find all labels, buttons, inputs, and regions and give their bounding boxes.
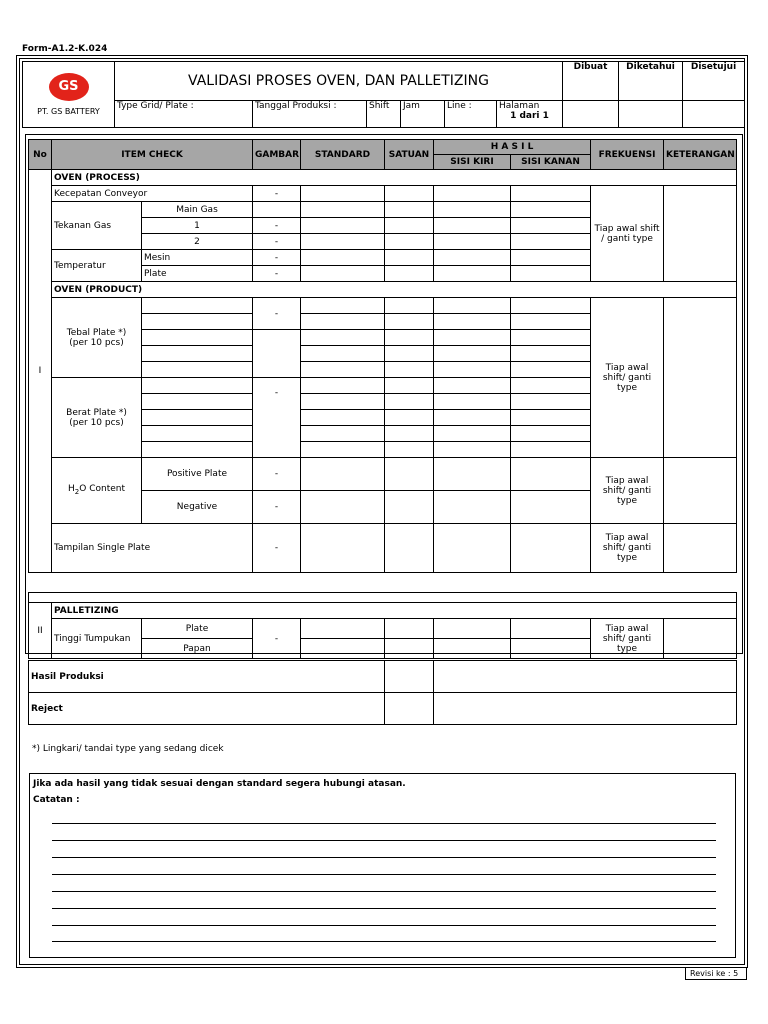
input-cell[interactable] [301, 524, 385, 573]
negative-label: Negative [142, 491, 253, 524]
section-1-number: I [29, 170, 52, 573]
input-cell[interactable] [434, 346, 511, 362]
input-cell[interactable] [511, 186, 591, 202]
input-cell[interactable] [253, 202, 301, 218]
revisi-label: Revisi ke : 5 [690, 969, 739, 978]
col-no: No [29, 140, 52, 170]
notes-line[interactable] [52, 908, 716, 909]
freq-h2o: Tiap awal shift/ ganti type [591, 458, 664, 524]
h2o-sub: 2 [74, 487, 80, 496]
input-cell[interactable] [385, 524, 434, 573]
input-cell[interactable] [385, 394, 434, 410]
input-cell[interactable] [434, 298, 511, 314]
reject-value[interactable] [434, 693, 737, 725]
input-cell[interactable] [385, 298, 434, 314]
plate-label: Plate [142, 266, 253, 282]
input-cell[interactable] [385, 314, 434, 330]
keterangan-cell[interactable] [664, 524, 737, 573]
hasil-produksi-label: Hasil Produksi [29, 661, 385, 693]
input-cell[interactable] [511, 346, 591, 362]
check-table [28, 139, 737, 573]
tebal-plate-cell [52, 298, 142, 378]
input-cell[interactable] [385, 491, 434, 524]
input-cell[interactable] [301, 394, 385, 410]
dash: - [253, 491, 301, 524]
input-cell[interactable] [511, 639, 591, 659]
input-cell[interactable] [142, 442, 253, 458]
input-cell[interactable] [385, 186, 434, 202]
dash: - [253, 186, 301, 202]
notes-line[interactable] [52, 823, 716, 824]
company-name: PT. GS BATTERY [37, 106, 100, 116]
input-cell[interactable] [511, 442, 591, 458]
input-cell[interactable] [385, 346, 434, 362]
h2o-post: O Content [79, 484, 125, 495]
col-hasil: H A S I L [434, 140, 591, 155]
oven-product-heading: OVEN (PRODUCT) [52, 282, 737, 298]
input-cell[interactable] [385, 330, 434, 346]
input-cell[interactable] [434, 442, 511, 458]
input-cell[interactable] [385, 442, 434, 458]
summary-table [28, 660, 737, 725]
berat-label: Berat Plate *) [66, 407, 127, 418]
h2o-content-label [52, 458, 142, 524]
input-cell[interactable] [511, 426, 591, 442]
input-cell[interactable] [301, 298, 385, 314]
input-cell[interactable] [434, 218, 511, 234]
freq-palletizing: Tiap awal shift/ ganti type [591, 619, 664, 659]
input-cell[interactable] [511, 491, 591, 524]
input-cell[interactable] [385, 378, 434, 394]
notes-line[interactable] [52, 840, 716, 841]
input-cell[interactable] [385, 410, 434, 426]
disetujui-sign[interactable] [683, 101, 745, 128]
palletizing-heading: PALLETIZING [52, 603, 737, 619]
input-cell[interactable] [142, 394, 253, 410]
input-cell[interactable] [301, 410, 385, 426]
input-cell[interactable] [301, 266, 385, 282]
input-cell[interactable] [253, 330, 301, 378]
col-frekuensi: FREKUENSI [591, 140, 664, 170]
tebal-sub: (per 10 pcs) [69, 337, 124, 348]
input-cell[interactable] [434, 234, 511, 250]
input-cell[interactable] [301, 426, 385, 442]
palletizing-table [28, 592, 737, 659]
keterangan-cell[interactable] [664, 298, 737, 458]
hasil-produksi-unit[interactable] [385, 661, 434, 693]
input-cell[interactable] [385, 362, 434, 378]
input-cell[interactable] [385, 266, 434, 282]
notes-box [29, 773, 736, 958]
input-cell[interactable] [434, 619, 511, 639]
halaman-value: 1 dari 1 [510, 111, 549, 121]
input-cell[interactable] [142, 426, 253, 442]
dibuat-label: Dibuat [563, 62, 619, 101]
gs-logo: GS [49, 73, 89, 101]
input-cell[interactable] [511, 250, 591, 266]
input-cell[interactable] [511, 362, 591, 378]
input-cell[interactable] [434, 491, 511, 524]
tekanan-gas-label: Tekanan Gas [52, 202, 142, 250]
input-cell[interactable] [385, 619, 434, 639]
input-cell[interactable] [301, 202, 385, 218]
dash: - [253, 218, 301, 234]
conveyor-label: Kecepatan Conveyor [52, 186, 253, 202]
input-cell[interactable] [434, 458, 511, 491]
input-cell[interactable] [301, 218, 385, 234]
dash: - [253, 378, 301, 458]
catatan-label: Catatan : [33, 795, 80, 805]
input-cell[interactable] [434, 426, 511, 442]
positive-plate-label: Positive Plate [142, 458, 253, 491]
input-cell[interactable] [511, 458, 591, 491]
reject-label: Reject [29, 693, 385, 725]
diketahui-sign[interactable] [619, 101, 683, 128]
pallet-plate-label: Plate [142, 619, 253, 639]
hasil-produksi-value[interactable] [434, 661, 737, 693]
input-cell[interactable] [511, 314, 591, 330]
input-cell[interactable] [511, 234, 591, 250]
input-cell[interactable] [385, 250, 434, 266]
notes-line[interactable] [52, 874, 716, 875]
oven-process-heading: OVEN (PROCESS) [52, 170, 737, 186]
halaman-label: Halaman [499, 101, 540, 111]
keterangan-cell[interactable] [664, 186, 737, 282]
col-item: ITEM CHECK [52, 140, 253, 170]
input-cell[interactable] [511, 410, 591, 426]
mesin-label: Mesin [142, 250, 253, 266]
input-cell[interactable] [142, 314, 253, 330]
notes-warning: Jika ada hasil yang tidak sesuai dengan standard segera hubungi atasan. [33, 779, 406, 789]
input-cell[interactable] [511, 202, 591, 218]
input-cell[interactable] [301, 619, 385, 639]
input-cell[interactable] [142, 378, 253, 394]
input-cell[interactable] [142, 362, 253, 378]
input-cell[interactable] [511, 619, 591, 639]
input-cell[interactable] [142, 346, 253, 362]
input-cell[interactable] [511, 218, 591, 234]
dash: - [253, 298, 301, 330]
dash: - [253, 458, 301, 491]
input-cell[interactable] [511, 330, 591, 346]
input-cell[interactable] [385, 218, 434, 234]
input-cell[interactable] [301, 314, 385, 330]
dash: - [253, 524, 301, 573]
input-cell[interactable] [434, 266, 511, 282]
input-cell[interactable] [434, 524, 511, 573]
notes-line[interactable] [52, 941, 716, 942]
jam-label: Jam [401, 101, 445, 128]
type-grid-label: Type Grid/ Plate : [115, 101, 253, 128]
tampilan-label: Tampilan Single Plate [52, 524, 253, 573]
input-cell[interactable] [434, 394, 511, 410]
logo-cell [23, 62, 115, 128]
input-cell[interactable] [301, 378, 385, 394]
notes-line[interactable] [52, 891, 716, 892]
berat-plate-cell [52, 378, 142, 458]
input-cell[interactable] [511, 298, 591, 314]
papan-label: Papan [142, 639, 253, 659]
h2o-h: H [68, 484, 75, 495]
dash: - [253, 234, 301, 250]
input-cell[interactable] [434, 330, 511, 346]
input-cell[interactable] [301, 186, 385, 202]
dibuat-sign[interactable] [563, 101, 619, 128]
input-cell[interactable] [511, 266, 591, 282]
input-cell[interactable] [142, 330, 253, 346]
keterangan-cell[interactable] [664, 619, 737, 659]
form-code: Form-A1.2-K.024 [22, 44, 108, 54]
input-cell[interactable] [142, 410, 253, 426]
input-cell[interactable] [511, 378, 591, 394]
gas-1-label: 1 [142, 218, 253, 234]
input-cell[interactable] [385, 202, 434, 218]
input-cell[interactable] [301, 639, 385, 659]
input-cell[interactable] [301, 234, 385, 250]
dash: - [253, 619, 301, 659]
input-cell[interactable] [434, 410, 511, 426]
input-cell[interactable] [301, 362, 385, 378]
tinggi-tumpukan-label: Tinggi Tumpukan [52, 619, 142, 659]
input-cell[interactable] [385, 426, 434, 442]
input-cell[interactable] [301, 346, 385, 362]
main-gas-label: Main Gas [142, 202, 253, 218]
input-cell[interactable] [434, 314, 511, 330]
input-cell[interactable] [301, 491, 385, 524]
freq-tampilan: Tiap awal shift/ ganti type [591, 524, 664, 573]
reject-unit[interactable] [385, 693, 434, 725]
disetujui-label: Disetujui [683, 62, 745, 101]
input-cell[interactable] [301, 458, 385, 491]
input-cell[interactable] [301, 330, 385, 346]
input-cell[interactable] [434, 186, 511, 202]
col-keterangan: KETERANGAN [664, 140, 737, 170]
shift-label: Shift [367, 101, 401, 128]
berat-sub: (per 10 pcs) [69, 417, 124, 428]
diketahui-label: Diketahui [619, 62, 683, 101]
input-cell[interactable] [301, 250, 385, 266]
input-cell[interactable] [434, 639, 511, 659]
input-cell[interactable] [511, 524, 591, 573]
col-standard: STANDARD [301, 140, 385, 170]
freq-process: Tiap awal shift / ganti type [591, 186, 664, 282]
freq-product: Tiap awal shift/ ganti type [591, 298, 664, 458]
temperatur-label: Temperatur [52, 250, 142, 282]
col-satuan: SATUAN [385, 140, 434, 170]
spacer-row [29, 593, 737, 603]
input-cell[interactable] [385, 639, 434, 659]
header-table [22, 61, 745, 128]
col-sisi-kanan: SISI KANAN [511, 155, 591, 170]
input-cell[interactable] [385, 458, 434, 491]
tebal-label: Tebal Plate *) [66, 327, 127, 338]
input-cell[interactable] [142, 298, 253, 314]
input-cell[interactable] [301, 442, 385, 458]
col-gambar: GAMBAR [253, 140, 301, 170]
dash: - [253, 266, 301, 282]
input-cell[interactable] [385, 234, 434, 250]
line-label: Line : [445, 101, 497, 128]
tanggal-label: Tanggal Produksi : [253, 101, 367, 128]
gas-2-label: 2 [142, 234, 253, 250]
input-cell[interactable] [511, 394, 591, 410]
input-cell[interactable] [434, 250, 511, 266]
page-title: VALIDASI PROSES OVEN, DAN PALLETIZING [115, 62, 563, 101]
footnote: *) Lingkari/ tandai type yang sedang dicek [32, 744, 224, 754]
input-cell[interactable] [434, 362, 511, 378]
col-sisi-kiri: SISI KIRI [434, 155, 511, 170]
dash: - [253, 250, 301, 266]
notes-line[interactable] [52, 925, 716, 926]
keterangan-cell[interactable] [664, 458, 737, 524]
section-2-number: II [29, 603, 52, 659]
notes-line[interactable] [52, 857, 716, 858]
halaman-cell [497, 101, 563, 128]
input-cell[interactable] [434, 202, 511, 218]
input-cell[interactable] [434, 378, 511, 394]
